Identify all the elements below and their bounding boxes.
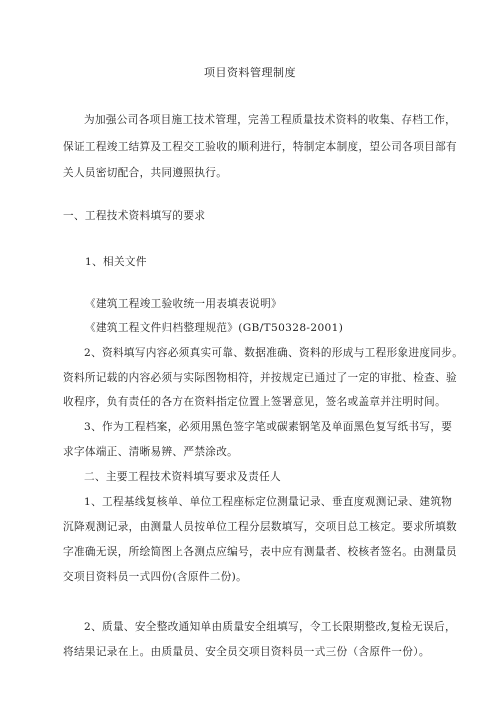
intro-line-2: 保证工程竣工结算及工程交工验收的顺利进行，特制定本制度，望公司各项目部有 — [63, 141, 457, 153]
document-title: 项目资料管理制度 — [204, 66, 296, 79]
section1-item2-line-3: 收程序，负有责任的各方在资料指定位置上签署意见，签名或盖章并注明时间。 — [63, 396, 447, 408]
section1-heading: 一、工程技术资料填写的要求 — [63, 210, 206, 222]
section2-item2-line-2: 将结果记录在上。由质量员、安全员交项目资料员一式三份（含原件一份）。 — [63, 646, 430, 658]
section1-item2-line-1: 2、资料填写内容必须真实可靠、数据准确、资料的形成与工程形象进度同步。 — [84, 347, 464, 359]
intro-line-3: 关人员密切配合，共同遵照执行。 — [63, 167, 228, 179]
section2-heading: 二、主要工程技术资料填写要求及责任人 — [84, 471, 281, 483]
section1-item2-line-2: 资料所记载的内容必须与实际图物相符，并按规定已通过了一定的审批、检查、验 — [63, 372, 457, 384]
section1-item3-line-2: 求字体端正、清晰易辨、严禁涂改。 — [63, 446, 239, 458]
section2-item1-line-3: 字准确无误，所绘简图上各测点应编号，表中应有测量者、校核者签名。由测量员 — [63, 546, 457, 558]
section2-item2-line-1: 2、质量、安全整改通知单由质量安全组填写，令工长限期整改,复检无误后， — [84, 621, 456, 633]
section1-item3-line-1: 3、作为工程档案，必须用黑色签字笔或碳素钢笔及单面黑色复写纸书写，要 — [84, 421, 453, 433]
reference-2: 《建筑工程文件归档整理规范》(GB/T50328-2001) — [85, 322, 344, 334]
intro-line-1: 为加强公司各项目施工技术管理，完善工程质量技术资料的收集、存档工作， — [84, 114, 457, 126]
section2-item1-line-4: 交项目资料员一式四份(含原件二份)。 — [63, 571, 248, 583]
section2-item1-line-1: 1、工程基线复核单、单位工程座标定位测量记录、垂直度观测记录、建筑物 — [84, 496, 453, 508]
section2-item1-line-2: 沉降观测记录，由测量人员按单位工程分层数填写，交项目总工核定。要求所填数 — [63, 521, 457, 533]
reference-1: 《建筑工程竣工验收统一用表填表说明》 — [85, 298, 282, 310]
section1-item1-heading: 1、相关文件 — [85, 256, 147, 268]
